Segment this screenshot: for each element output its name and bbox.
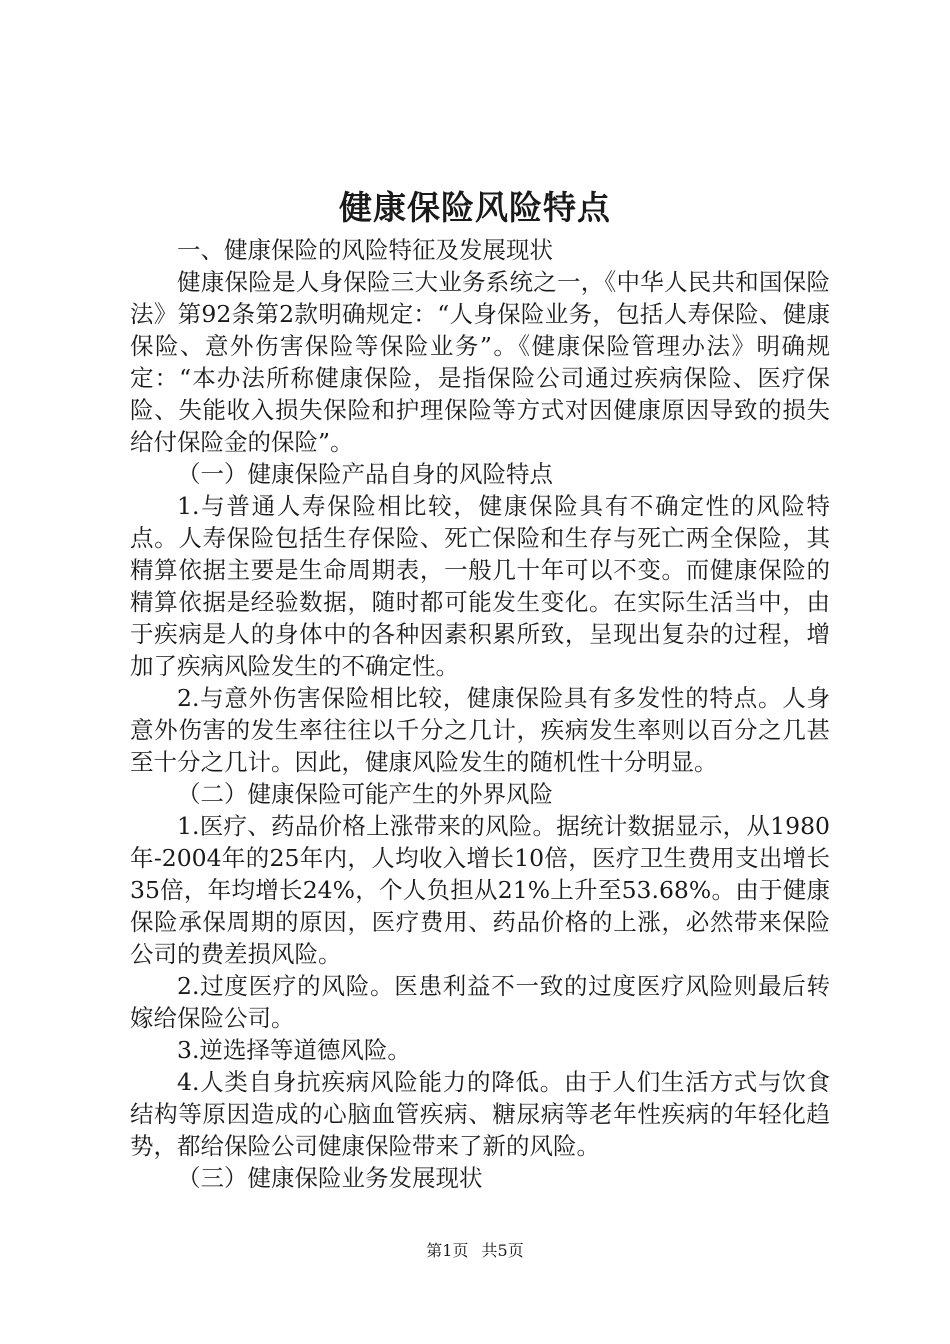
subsection-heading: （一）健康保险产品自身的风险特点 [177,460,553,488]
page-number: 第1页 [426,1241,469,1260]
body-paragraph: 2.过度医疗的风险。医患利益不一致的过度医疗风险则最后转嫁给保险公司。 [130,972,830,1032]
body-paragraph: 2.与意外伤害保险相比较，健康保险具有多发性的特点。人身意外伤害的发生率往往以千分之几计，疾病发生率则以百分之几甚至十分之几计。因此，健康风险发生的随机性十分明显。 [130,684,830,776]
body-paragraph: 3.逆选择等道德风险。 [177,1036,411,1064]
page-footer [0,1240,950,1262]
subsection-heading: （三）健康保险业务发展现状 [177,1164,483,1192]
subsection-heading: （二）健康保险可能产生的外界风险 [177,780,553,808]
page-total: 共5页 [481,1241,524,1260]
section-heading: 一、健康保险的风险特征及发展现状 [177,236,553,264]
body-paragraph: 1.医疗、药品价格上涨带来的风险。据统计数据显示，从1980年-2004年的25年内，人均收入增长10倍，医疗卫生费用支出增长35倍，年均增长24%，个人负担从21%上升至53.68%。由于健康保险承保周期的原因，医疗费用、药品价格的上涨，必然带来保险公司的费差损风险。 [130,812,830,968]
document-body [130,234,830,1194]
body-paragraph: 健康保险是人身保险三大业务系统之一，《中华人民共和国保险法》第92条第2款明确规定：“人身保险业务，包括人寿保险、健康保险、意外伤害保险等保险业务”。《健康保险管理办法》明确规定：“本办法所称健康保险，是指保险公司通过疾病保险、医疗保险、失能收入损失保险和护理保险等方式对因健康原因导致的损失给付保险金的保险”。 [130,268,830,456]
document-title: 健康保险风险特点 [339,188,611,227]
body-paragraph: 4.人类自身抗疾病风险能力的降低。由于人们生活方式与饮食结构等原因造成的心脑血管疾病、糖尿病等老年性疾病的年轻化趋势，都给保险公司健康保险带来了新的风险。 [130,1068,830,1160]
body-paragraph: 1.与普通人寿保险相比较，健康保险具有不确定性的风险特点。人寿保险包括生存保险、死亡保险和生存与死亡两全保险，其精算依据主要是生命周期表，一般几十年可以不变。而健康保险的精算依据是经验数据，随时都可能发生变化。在实际生活当中，由于疾病是人的身体中的各种因素积累所致，呈现出复杂的过程，增加了疾病风险发生的不确定性。 [130,492,830,680]
